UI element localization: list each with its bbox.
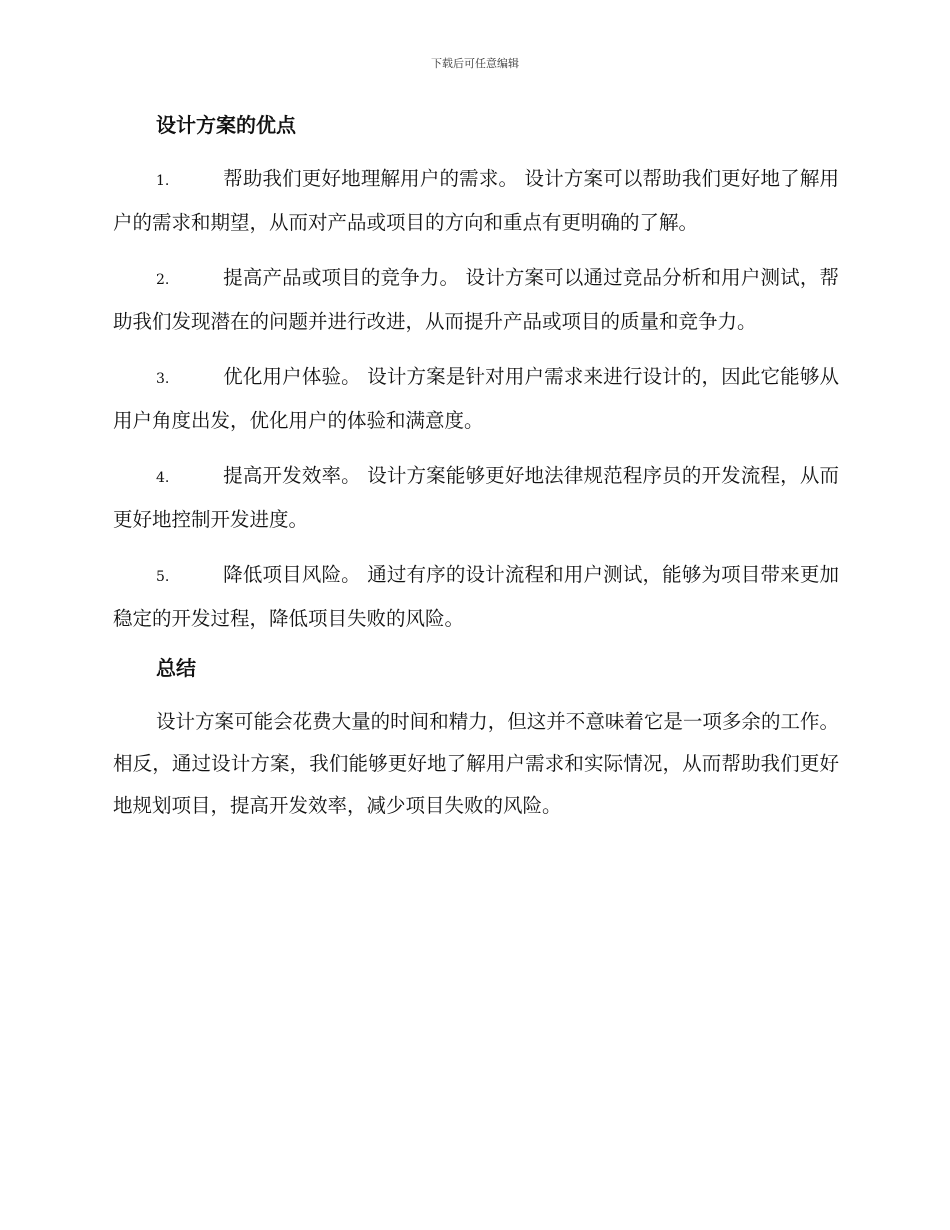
section-title-summary: 总结 [156, 656, 196, 680]
summary-paragraph: 设计方案可能会花费大量的时间和精力，但这并不意味着它是一项多余的工作。相反，通过设计方案，我们能够更好地了解用户需求和实际情况，从而帮助我们更好地规划项目，提高开发效率，减少项目失败的风险。 [113, 710, 839, 817]
list-item-number: 2. [156, 272, 170, 288]
list-item-number: 1. [156, 173, 170, 189]
list-item-number: 4. [156, 470, 170, 486]
page-header: 下载后可任意编辑 [431, 57, 519, 70]
list-item [113, 455, 839, 541]
list-item [113, 257, 839, 343]
list-item-number: 5. [156, 569, 170, 585]
document-body [113, 110, 839, 827]
list-item-text: 帮助我们更好地理解用户的需求。 设计方案可以帮助我们更好地了解用户的需求和期望，从而对产品或项目的方向和重点有更明确的了解。 [113, 167, 839, 234]
list-item-text: 提高产品或项目的竞争力。 设计方案可以通过竞品分析和用户测试，帮助我们发现潜在的问题并进行改进，从而提升产品或项目的质量和竞争力。 [113, 266, 839, 333]
list-item [113, 158, 839, 244]
list-item-text: 提高开发效率。 设计方案能够更好地法律规范程序员的开发流程，从而更好地控制开发进度。 [113, 464, 839, 531]
list-item [113, 554, 839, 640]
list-item-text: 降低项目风险。 通过有序的设计流程和用户测试，能够为项目带来更加稳定的开发过程，降低项目失败的风险。 [113, 563, 839, 630]
list-item-text: 优化用户体验。 设计方案是针对用户需求来进行设计的，因此它能够从用户角度出发，优化用户的体验和满意度。 [113, 365, 839, 432]
section-title-advantages: 设计方案的优点 [156, 113, 296, 137]
list-item-number: 3. [156, 371, 170, 387]
list-item [113, 356, 839, 442]
